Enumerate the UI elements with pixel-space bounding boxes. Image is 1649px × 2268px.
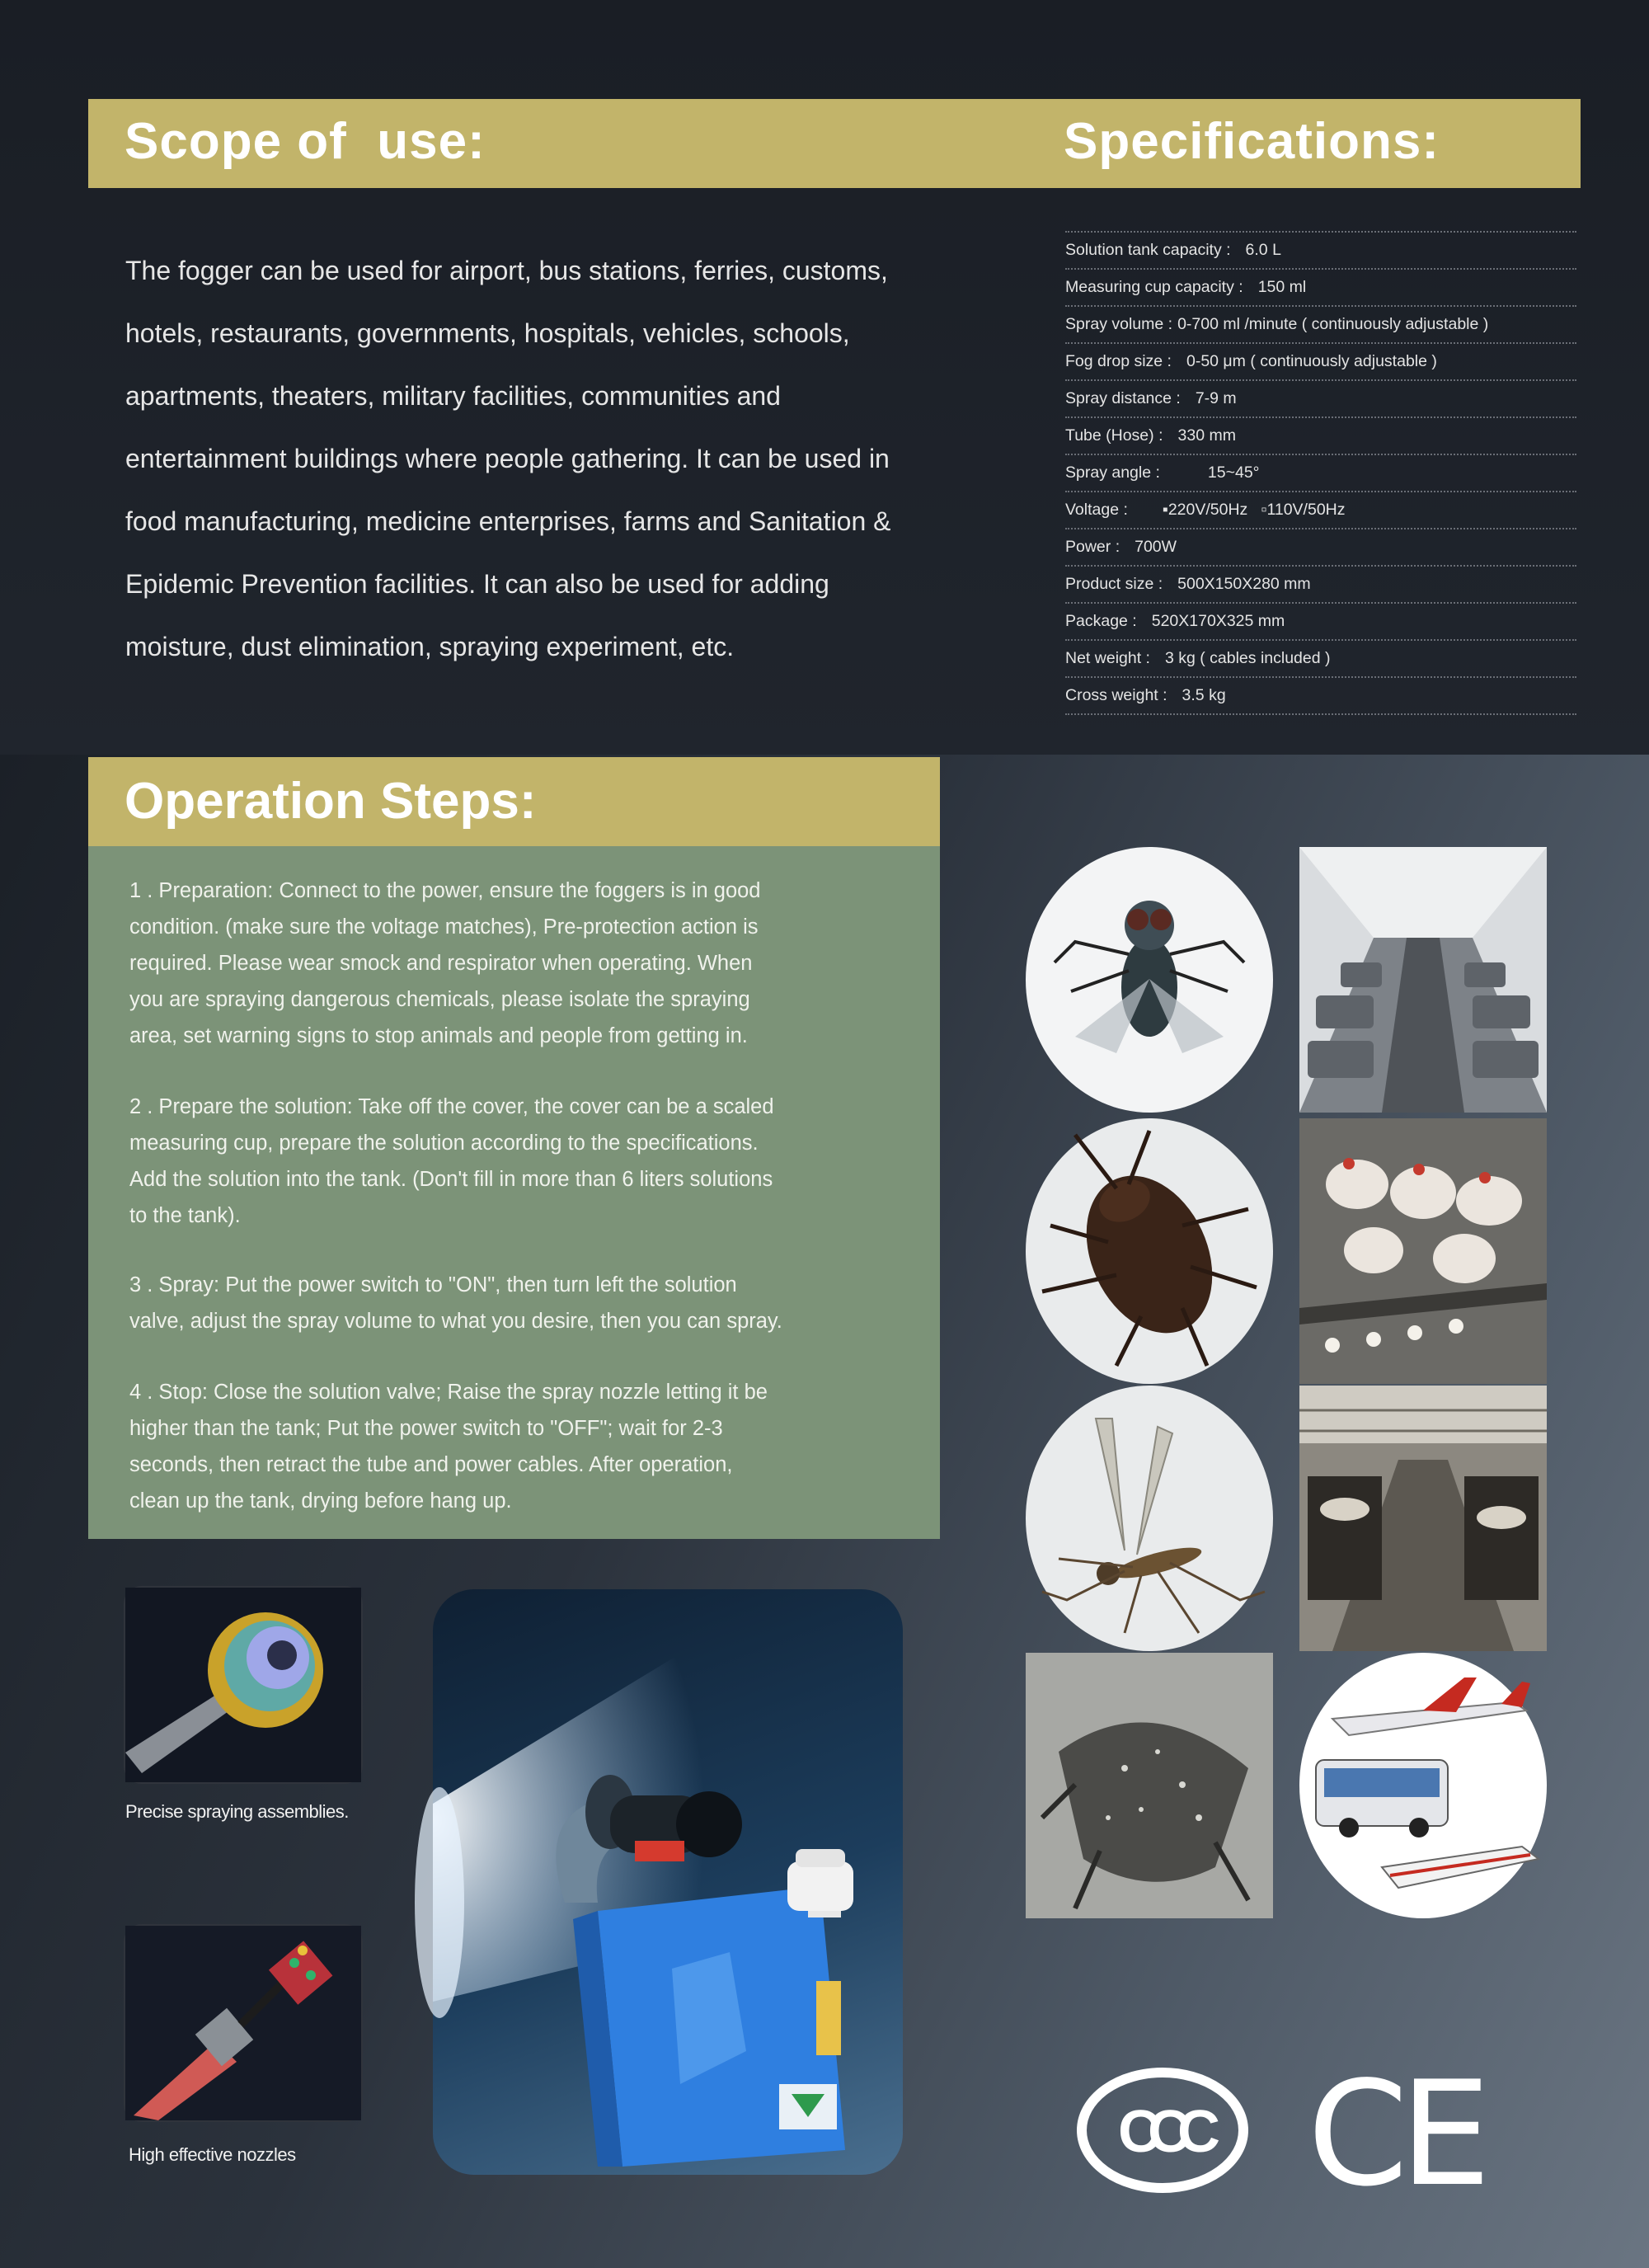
step-line: higher than the tank; Put the power switch to "OFF"; wait for 2-3: [129, 1417, 723, 1440]
spec-row: [1065, 418, 1576, 455]
spec-row: [1065, 307, 1576, 344]
spec-value: 6.0 L: [1245, 241, 1281, 259]
spec-value: 15~45°: [1207, 463, 1260, 482]
scope-paragraph: [125, 239, 966, 678]
step-line: 4 . Stop: Close the solution valve; Raise the spray nozzle letting it be: [129, 1381, 768, 1404]
ce-mark-text: CE: [1307, 2051, 1483, 2219]
operation-title: Operation Steps:: [124, 773, 537, 830]
step-line: clean up the tank, drying before hang up.: [129, 1489, 512, 1513]
transport-vehicles-photo: [1299, 1653, 1547, 1918]
spec-value: 3.5 kg: [1182, 686, 1226, 704]
spec-row: [1065, 567, 1576, 604]
nozzle-image: [124, 1924, 363, 2122]
specifications-table: [1065, 231, 1576, 715]
aircraft-cabin-photo: [1299, 847, 1547, 1113]
operation-step-3: [129, 1267, 913, 1339]
spec-label: Spray angle :: [1065, 463, 1160, 482]
scope-line: The fogger can be used for airport, bus stations, ferries, customs,: [125, 256, 888, 285]
spec-row: [1065, 231, 1576, 270]
spec-label: Cross weight :: [1065, 686, 1167, 704]
step-line: to the tank).: [129, 1204, 241, 1227]
step-line: area, set warning signs to stop animals and people from getting in.: [129, 1024, 748, 1047]
spec-row: [1065, 270, 1576, 307]
spec-label: Measuring cup capacity :: [1065, 278, 1243, 296]
step-line: valve, adjust the spray volume to what you desire, then you can spray.: [129, 1310, 782, 1333]
spec-label: Net weight :: [1065, 649, 1150, 667]
spec-row: [1065, 381, 1576, 418]
assembly-caption: Precise spraying assemblies.: [125, 1801, 349, 1822]
spec-label: Spray volume :: [1065, 315, 1173, 333]
spec-row: [1065, 344, 1576, 381]
spec-row: [1065, 529, 1576, 567]
fogger-product-image: [433, 1589, 903, 2175]
mosquito-photo: [1026, 1386, 1273, 1651]
scope-line: apartments, theaters, military facilities, communities and: [125, 381, 781, 411]
spraying-assembly-image: [124, 1586, 363, 1784]
spec-value: ▪220V/50Hz ▫110V/50Hz: [1162, 501, 1346, 519]
scope-line: entertainment buildings where people gathering. It can be used in: [125, 444, 890, 473]
spec-label: Spray distance :: [1065, 389, 1181, 407]
operation-header: [88, 757, 940, 846]
poultry-farm-photo: [1299, 1118, 1547, 1384]
step-line: required. Please wear smock and respirator when operating. When: [129, 952, 753, 975]
livestock-barn-photo: [1299, 1386, 1547, 1651]
spec-row: [1065, 678, 1576, 715]
spec-value: 0-700 ml /minute ( continuously adjustable ): [1177, 315, 1489, 333]
step-line: measuring cup, prepare the solution according to the specifications.: [129, 1132, 759, 1155]
step-line: condition. (make sure the voltage matches), Pre-protection action is: [129, 915, 759, 939]
spec-label: Voltage :: [1065, 501, 1128, 519]
cockroach-photo: [1026, 1118, 1273, 1384]
ce-certification-mark: [1307, 2051, 1483, 2219]
operation-step-2: [129, 1089, 913, 1234]
step-line: 3 . Spray: Put the power switch to "ON", then turn left the solution: [129, 1273, 737, 1296]
ccc-certification-mark: [1076, 2066, 1249, 2194]
step-line: seconds, then retract the tube and power cables. After operation,: [129, 1453, 733, 1476]
operation-steps-panel: [88, 846, 940, 1539]
spec-row: [1065, 641, 1576, 678]
step-line: Add the solution into the tank. (Don't fill in more than 6 liters solutions: [129, 1168, 773, 1191]
operation-step-1: [129, 873, 913, 1054]
spec-value: 330 mm: [1177, 426, 1236, 445]
header-bar: [88, 99, 1581, 188]
spec-label: Solution tank capacity :: [1065, 241, 1231, 259]
specifications-title: Specifications:: [1064, 113, 1440, 170]
nozzle-caption: High effective nozzles: [129, 2144, 296, 2165]
spec-value: 500X150X280 mm: [1177, 575, 1311, 593]
spec-value: 3 kg ( cables included ): [1164, 649, 1331, 667]
spec-value: 700W: [1135, 538, 1177, 556]
spec-row: [1065, 455, 1576, 492]
spec-label: Power :: [1065, 538, 1120, 556]
ccc-mark-text: CCC: [1118, 2099, 1207, 2165]
step-line: you are spraying dangerous chemicals, please isolate the spraying: [129, 988, 750, 1011]
spec-label: Package :: [1065, 612, 1137, 630]
operation-step-4: [129, 1374, 913, 1519]
scope-line: Epidemic Prevention facilities. It can also be used for adding: [125, 569, 829, 599]
scope-title: Scope of use:: [124, 113, 486, 170]
housefly-photo: [1026, 847, 1273, 1113]
spec-value: 520X170X325 mm: [1151, 612, 1285, 630]
spec-value: 7-9 m: [1195, 389, 1237, 407]
spec-row: [1065, 604, 1576, 641]
stinkbug-photo: [1026, 1653, 1273, 1918]
scope-line: moisture, dust elimination, spraying experiment, etc.: [125, 632, 735, 661]
step-line: 1 . Preparation: Connect to the power, ensure the foggers is in good: [129, 879, 761, 902]
spec-label: Tube (Hose) :: [1065, 426, 1163, 445]
spec-label: Product size :: [1065, 575, 1163, 593]
spec-label: Fog drop size :: [1065, 352, 1172, 370]
spec-value: 150 ml: [1257, 278, 1307, 296]
spec-row: [1065, 492, 1576, 529]
scope-line: food manufacturing, medicine enterprises, farms and Sanitation &: [125, 506, 891, 536]
step-line: 2 . Prepare the solution: Take off the cover, the cover can be a scaled: [129, 1095, 774, 1118]
scope-line: hotels, restaurants, governments, hospitals, vehicles, schools,: [125, 318, 850, 348]
spec-value: 0-50 μm ( continuously adjustable ): [1186, 352, 1437, 370]
